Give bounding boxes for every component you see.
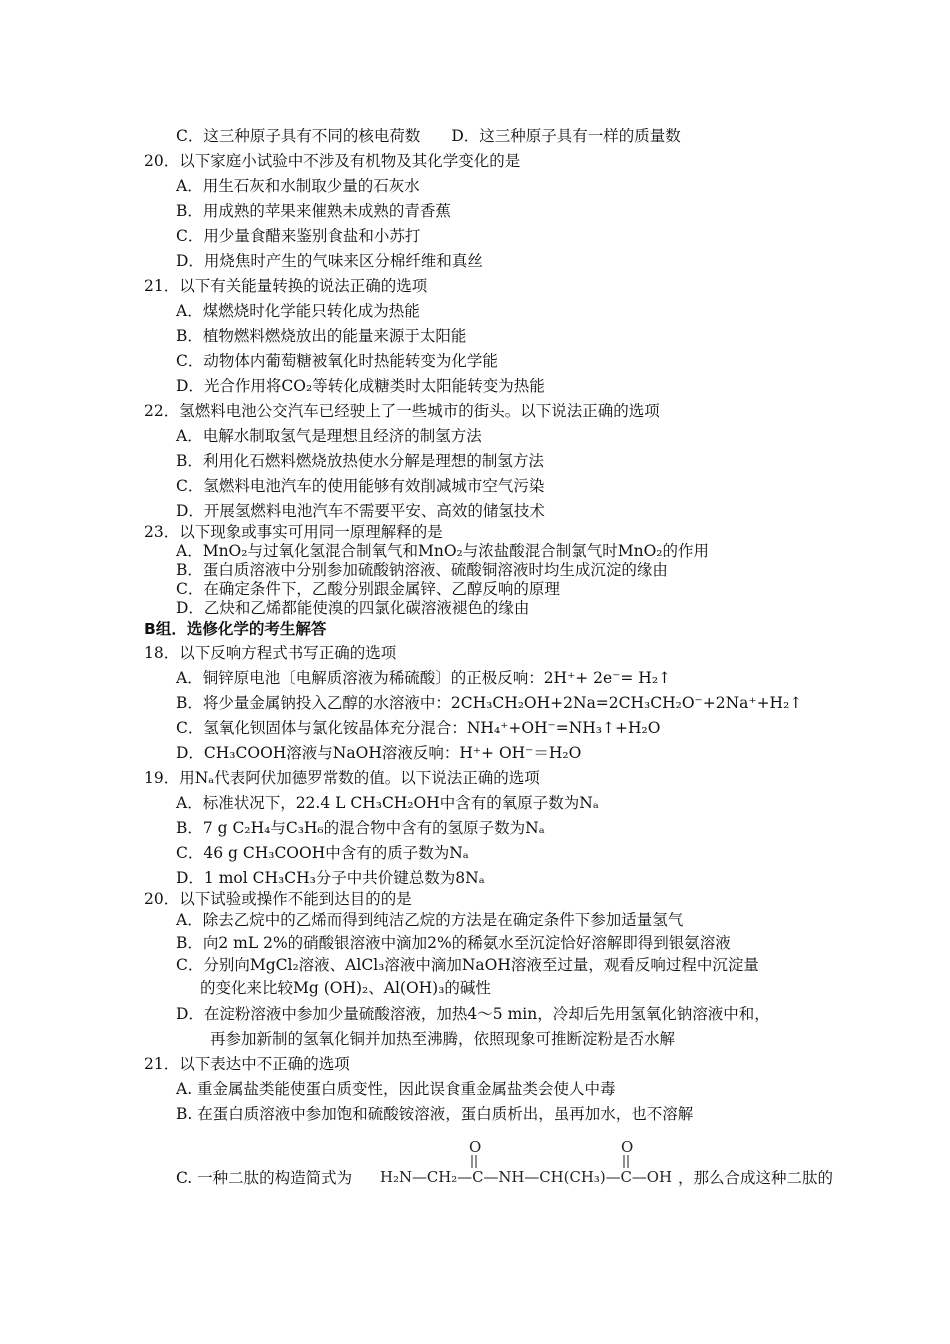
question-stem: 21．以下有关能量转换的说法正确的选项 — [144, 277, 428, 295]
question-stem: 20．以下试验或操作不能到达目的的是 — [144, 890, 412, 908]
answer-option: B. 在蛋白质溶液中参加饱和硫酸铵溶液，蛋白质析出，虽再加水，也不溶解 — [176, 1105, 694, 1123]
answer-option: D．CH₃COOH溶液与NaOH溶液反响：H⁺+ OH⁻＝H₂O — [176, 744, 582, 762]
answer-option: C．这三种原子具有不同的核电荷数 D．这三种原子具有一样的质量数 — [176, 127, 681, 145]
answer-option: D．光合作用将CO₂等转化成糖类时太阳能转变为热能 — [176, 377, 545, 395]
answer-option: D．在淀粉溶液中参加少量硫酸溶液，加热4～5 min，冷却后先用氢氧化钠溶液中和， — [176, 1005, 770, 1023]
answer-option: C．分别向MgCl₂溶液、AlCl₃溶液中滴加NaOH溶液至过量，观看反响过程中沉淀量 — [176, 956, 759, 974]
answer-option: C．氢氧化钡固体与氯化铵晶体充分混合：NH₄⁺+OH⁻=NH₃↑+H₂O — [176, 719, 661, 737]
answer-option: D．1 mol CH₃CH₃分子中共价键总数为8Nₐ — [176, 869, 485, 887]
answer-option: A．铜锌原电池〔电解质溶液为稀硫酸〕的正极反响：2H⁺+ 2e⁻= H₂↑ — [176, 669, 672, 687]
answer-option: B．植物燃料燃烧放出的能量来源于太阳能 — [176, 327, 467, 345]
answer-option: B．利用化石燃料燃烧放热使水分解是理想的制氢方法 — [176, 452, 544, 470]
answer-option: 再参加新制的氢氧化铜并加热至沸腾，依照现象可推断淀粉是否水解 — [210, 1030, 676, 1048]
answer-option: B．向2 mL 2%的硝酸银溶液中滴加2%的稀氨水至沉淀恰好溶解即得到银氨溶液 — [176, 934, 731, 952]
structure-main-chain: H₂N—CH₂—C—NH—CH(CH₃)—C—OH — [380, 1168, 672, 1186]
question-stem: 23．以下现象或事实可用同一原理解释的是 — [144, 523, 443, 541]
answer-option: D．开展氢燃料电池汽车不需要平安、高效的储氢技术 — [176, 502, 545, 520]
dipeptide-structure-formula — [380, 1138, 680, 1188]
answer-option: C. 一种二肽的构造简式为 — [176, 1169, 353, 1187]
structure-oxygen-2: O — [621, 1138, 634, 1156]
answer-option: A. 重金属盐类能使蛋白质变性，因此误食重金属盐类会使人中毒 — [176, 1080, 616, 1098]
question-stem: 21．以下表达中不正确的选项 — [144, 1055, 350, 1073]
question-stem: 22．氢燃料电池公交汽车已经驶上了一些城市的街头。以下说法正确的选项 — [144, 402, 660, 420]
question-stem: 20．以下家庭小试验中不涉及有机物及其化学变化的是 — [144, 152, 521, 170]
answer-option: C．46 g CH₃COOH中含有的质子数为Nₐ — [176, 844, 469, 862]
answer-option: A．煤燃烧时化学能只转化成为热能 — [176, 302, 420, 320]
answer-option: D．乙炔和乙烯都能使溴的四氯化碳溶液褪色的缘由 — [176, 599, 530, 617]
answer-option: A．用生石灰和水制取少量的石灰水 — [176, 177, 420, 195]
question-stem: 19．用Nₐ代表阿伏加德罗常数的值。以下说法正确的选项 — [144, 769, 540, 787]
answer-option: B．将少量金属钠投入乙醇的水溶液中：2CH₃CH₂OH+2Na=2CH₃CH₂O⁻+2Na⁺+H₂↑ — [176, 694, 803, 712]
answer-option: A．电解水制取氢气是理想且经济的制氢方法 — [176, 427, 482, 445]
structure-oxygen-1: O — [469, 1138, 482, 1156]
answer-option: B．蛋白质溶液中分别参加硫酸钠溶液、硫酸铜溶液时均生成沉淀的缘由 — [176, 561, 668, 579]
question-stem: 18．以下反响方程式书写正确的选项 — [144, 644, 397, 662]
answer-option: C．用少量食醋来鉴别食盐和小苏打 — [176, 227, 421, 245]
answer-option: D．用烧焦时产生的气味来区分棉纤维和真丝 — [176, 252, 483, 270]
question-tail-text: ，那么合成这种二肽的 — [678, 1169, 834, 1187]
answer-option: B．用成熟的苹果来催熟未成熟的青香蕉 — [176, 202, 451, 220]
answer-option: A．除去乙烷中的乙烯而得到纯洁乙烷的方法是在确定条件下参加适量氢气 — [176, 911, 684, 929]
section-heading: B组．选修化学的考生解答 — [144, 620, 327, 638]
answer-option: A．MnO₂与过氧化氢混合制氧气和MnO₂与浓盐酸混合制氯气时MnO₂的作用 — [176, 542, 710, 560]
answer-option: C．动物体内葡萄糖被氧化时热能转变为化学能 — [176, 352, 498, 370]
answer-option: 的变化来比较Mg (OH)₂、Al(OH)₃的碱性 — [200, 979, 491, 997]
answer-option: C．在确定条件下，乙酸分别跟金属锌、乙醇反响的原理 — [176, 580, 560, 598]
answer-option: B．7 g C₂H₄与C₃H₆的混合物中含有的氢原子数为Nₐ — [176, 819, 545, 837]
answer-option: C．氢燃料电池汽车的使用能够有效削减城市空气污染 — [176, 477, 545, 495]
answer-option: A．标准状况下，22.4 L CH₃CH₂OH中含有的氧原子数为Nₐ — [176, 794, 599, 812]
